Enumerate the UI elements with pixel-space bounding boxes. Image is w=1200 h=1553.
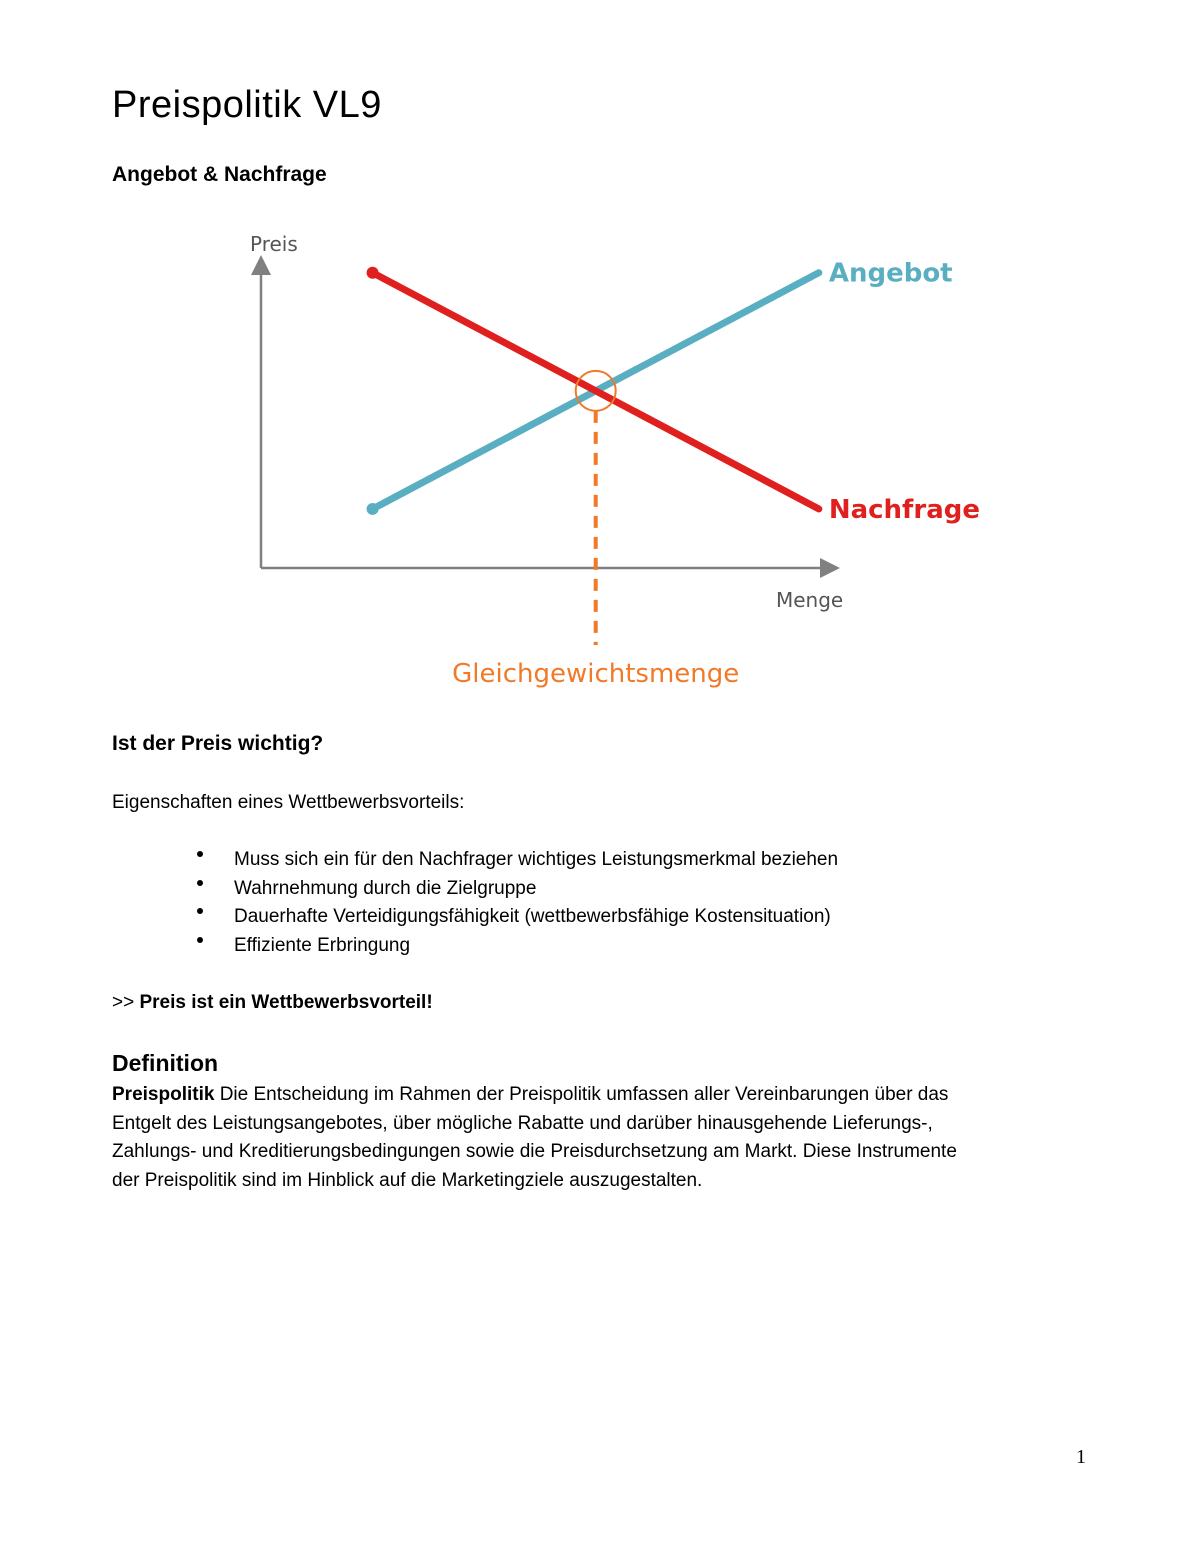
page-number: 1: [1076, 1446, 1086, 1468]
list-item: [195, 932, 838, 961]
equilibrium-label: Gleichgewichtsmenge: [452, 659, 740, 689]
bullet-text: Effiziente Erbringung: [234, 934, 411, 956]
conclusion-text: Preis ist ein Wettbewerbsvorteil!: [139, 992, 433, 1013]
bullet-icon: [197, 851, 203, 857]
supply-demand-chart: [230, 225, 990, 695]
bullet-list: [195, 846, 838, 960]
section-heading-supply-demand: Angebot & Nachfrage: [112, 163, 327, 186]
bullet-icon: [197, 908, 203, 914]
definition-heading: Definition: [112, 1050, 219, 1076]
series-start-point-angebot: [367, 503, 379, 515]
bullet-text: Muss sich ein für den Nachfrager wichtiges Leistungsmerkmal beziehen: [234, 849, 839, 870]
series-label-angebot: Angebot: [828, 258, 953, 289]
list-item: [195, 875, 838, 904]
definition-line: Zahlungs- und Kreditierungsbedingungen sowie die Preisdurchsetzung am Markt. Diese Instrumente: [112, 1141, 957, 1162]
series-label-nachfrage: Nachfrage: [828, 494, 980, 525]
bullet-text: Wahrnehmung durch die Zielgruppe: [234, 877, 537, 899]
chart-series-group: [367, 259, 980, 525]
y-axis-label: Preis: [250, 232, 298, 256]
page-title: Preispolitik VL9: [112, 84, 382, 126]
properties-intro: Eigenschaften eines Wettbewerbsvorteils:: [112, 792, 465, 813]
list-item: [195, 846, 838, 875]
series-start-point-nachfrage: [367, 267, 379, 279]
section-heading-price-important: Ist der Preis wichtig?: [112, 732, 324, 755]
bullet-text: Dauerhafte Verteidigungsfähigkeit (wettbewerbsfähige Kostensituation): [234, 906, 831, 927]
bullet-icon: [197, 937, 203, 943]
definition-line: Entgelt des Leistungsangebotes, über mögliche Rabatte und darüber hinausgehende Lieferungs-,: [112, 1112, 933, 1134]
definition-line-text: Die Entscheidung im Rahmen der Preispolitik umfassen aller Vereinbarungen über das: [214, 1084, 949, 1105]
conclusion-prefix: >>: [112, 992, 140, 1013]
conclusion: [112, 992, 433, 1014]
chart-annotation-group: [452, 371, 739, 689]
definition-line: [112, 1081, 1072, 1110]
bullet-icon: [197, 880, 203, 886]
definition-term: Preispolitik: [112, 1084, 215, 1105]
definition-line: der Preispolitik sind im Hinblick auf die Marketingziele auszugestalten.: [112, 1169, 703, 1191]
definition-paragraph: [112, 1081, 1072, 1195]
x-axis-label: Menge: [776, 588, 844, 612]
list-item: [195, 903, 838, 932]
